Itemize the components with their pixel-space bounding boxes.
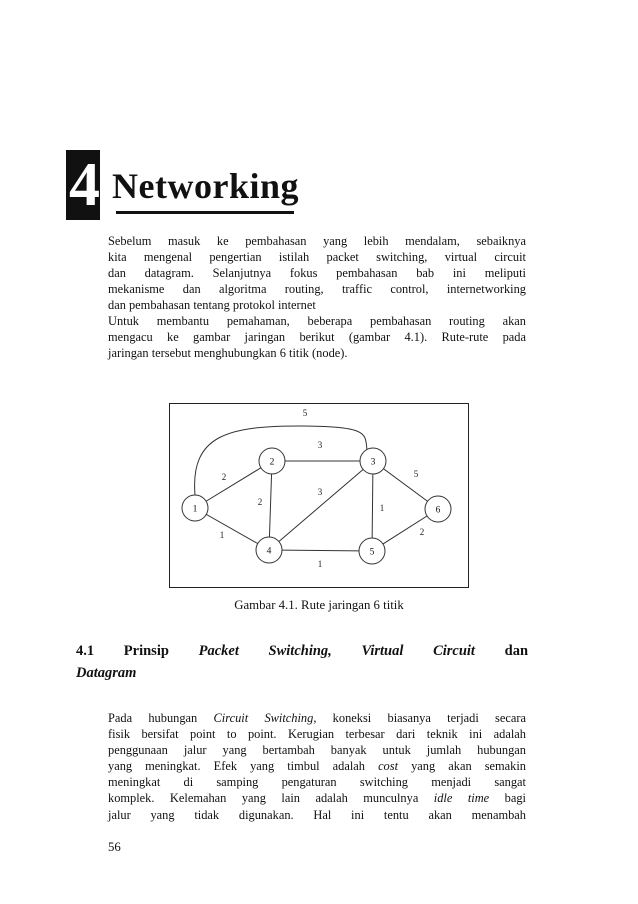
section-word: Datagram	[76, 665, 137, 681]
text-line	[108, 790, 526, 806]
node-label: 5	[369, 547, 375, 558]
figure-caption: Gambar 4.1. Rute jaringan 6 titik	[234, 598, 404, 612]
section-number: 4.1	[76, 643, 95, 659]
section-heading	[76, 643, 528, 660]
text-run: bagi	[489, 791, 526, 806]
node-5	[359, 538, 385, 564]
edge-weight-1-3: 5	[302, 408, 308, 418]
edge-weight-5-6: 2	[419, 527, 425, 537]
text-line: dan datagram. Selanjutnya fokus pembahasan bab ini meliputi	[108, 266, 526, 281]
edge-weight-3-4: 3	[317, 487, 323, 497]
chapter-number: 4	[66, 150, 100, 220]
text-line: penggunaan jalur yang bertambah banyak untuk jumlah hubungan	[108, 743, 526, 758]
text-line: Sebelum masuk ke pembahasan yang lebih mendalam, sebaiknya	[108, 234, 526, 248]
edge-weight-1-4: 1	[219, 530, 225, 540]
text-run: Pada hubungan	[108, 711, 214, 725]
text-line: jalur yang tidak digunakan. Hal ini tentu akan menambah	[108, 807, 526, 822]
text-run-italic: idle time	[433, 791, 490, 806]
edge-weight-2-4: 2	[257, 497, 263, 507]
text-line: kita mengenal pengertian istilah packet switching, virtual circuit	[108, 250, 526, 265]
page-number: 56	[108, 840, 121, 854]
edge-3-4	[269, 461, 373, 550]
text-line: Untuk membantu pemahaman, beberapa pembahasan routing akan	[108, 314, 526, 328]
text-line	[108, 710, 526, 726]
text-line: meningkat di samping pengaturan switching menjadi sangat	[108, 775, 526, 790]
node-label: 6	[435, 505, 441, 516]
text-line: mengacu ke gambar jaringan berikut (gambar 4.1). Rute-rute pada	[108, 330, 526, 345]
node-label: 1	[192, 504, 198, 515]
edge-weight-1-2: 2	[221, 472, 227, 482]
text-run-italic: Circuit Switching	[213, 711, 314, 725]
edge-weight-3-6: 5	[413, 469, 419, 479]
intro-paragraph-2	[108, 313, 526, 361]
section-word: Virtual	[361, 643, 404, 659]
section-heading-line-2	[76, 665, 528, 682]
node-2	[259, 448, 285, 474]
node-1	[182, 495, 208, 521]
edge-4-5	[269, 550, 372, 551]
title-underline	[116, 211, 294, 214]
section-word: Prinsip	[123, 643, 169, 659]
text-run-italic: cost	[378, 759, 399, 774]
network-figure	[169, 403, 469, 588]
section-word: Switching,	[268, 643, 332, 659]
section-word: Packet	[198, 643, 239, 659]
section-word: dan	[504, 643, 529, 659]
chapter-title: Networking	[112, 166, 299, 206]
node-label: 4	[266, 546, 272, 557]
text-run: yang akan semakin	[398, 759, 526, 774]
edge-weight-2-3: 3	[317, 440, 323, 450]
section-word: Circuit	[433, 643, 475, 659]
text-line: dan pembahasan tentang protokol internet	[108, 298, 316, 313]
edge-weight-3-5: 1	[379, 503, 385, 513]
edge-3-5	[372, 461, 373, 551]
text-line: fisik bersifat point to point. Kerugian terbesar dari teknik ini adalah	[108, 727, 526, 742]
node-6	[425, 496, 451, 522]
node-label: 2	[269, 457, 275, 468]
edge-weight-4-5: 1	[317, 559, 323, 569]
text-line: jaringan tersebut menghubungkan 6 titik (node).	[108, 346, 348, 361]
network-graph	[170, 404, 468, 587]
text-run: yang meningkat. Efek yang timbul adalah	[108, 759, 379, 774]
text-line: mekanisme dan algoritma routing, traffic control, internetworking	[108, 282, 526, 297]
text-run: komplek. Kelemahan yang lain adalah munculnya	[108, 791, 434, 806]
intro-paragraph-1	[108, 233, 526, 313]
text-line	[108, 758, 526, 774]
text-run: , koneksi biasanya terjadi secara	[313, 711, 526, 725]
body-paragraph	[108, 710, 526, 823]
node-3	[360, 448, 386, 474]
node-4	[256, 537, 282, 563]
node-label: 3	[370, 457, 376, 468]
